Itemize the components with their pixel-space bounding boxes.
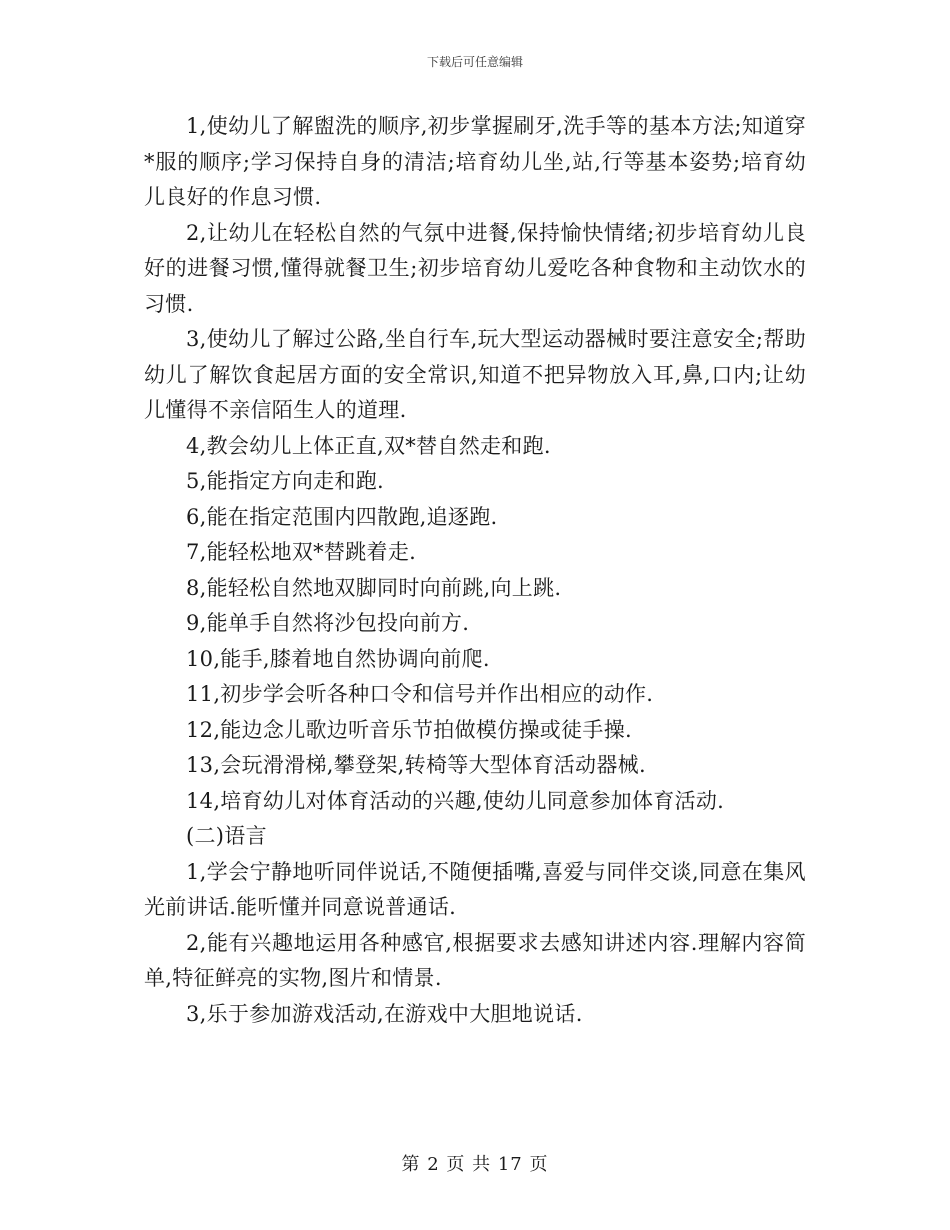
paragraph: 6,能在指定范围内四散跑,追逐跑. xyxy=(186,504,498,529)
paragraph: 4,教会幼儿上体正直,双*替自然走和跑. xyxy=(186,433,551,458)
paragraph: 9,能单手自然将沙包投向前方. xyxy=(186,611,470,635)
paragraph: 3,使幼儿了解过公路,坐自行车,玩大型运动器械时要注意安全;帮助幼儿了解饮食起居方面的安全常识,知道不把异物放入耳,鼻,口内;让幼儿懂得不亲信陌生人的道理. xyxy=(144,327,806,422)
paragraph: 7,能轻松地双*替跳着走. xyxy=(186,540,417,564)
paragraph: 1,使幼儿了解盥洗的顺序,初步掌握刷牙,洗手等的基本方法;知道穿*服的顺序;学习保持自身的清洁;培育幼儿坐,站,行等基本姿势;培育幼儿良好的作息习惯. xyxy=(144,114,806,209)
page-header-note: 下载后可任意编辑 xyxy=(426,55,523,69)
page-number: 第 2 页 共 17 页 xyxy=(401,1154,549,1175)
section-heading: (二)语言 xyxy=(186,824,267,848)
paragraph: 8,能轻松自然地双脚同时向前跳,向上跳. xyxy=(186,575,562,600)
paragraph: 2,能有兴趣地运用各种感官,根据要求去感知讲述内容.理解内容简单,特征鲜亮的实物,图片和情景. xyxy=(144,930,806,990)
paragraph: 13,会玩滑滑梯,攀登架,转椅等大型体育活动器械. xyxy=(186,753,646,777)
paragraph: 1,学会宁静地听同伴说话,不随便插嘴,喜爱与同伴交谈,同意在集风光前讲话.能听懂并同意说普通话. xyxy=(144,859,806,919)
paragraph: 2,让幼儿在轻松自然的气氛中进餐,保持愉快情绪;初步培育幼儿良好的进餐习惯,懂得就餐卫生;初步培育幼儿爱吃各种食物和主动饮水的习惯. xyxy=(144,220,806,316)
paragraph: 12,能边念儿歌边听音乐节拍做模仿操或徒手操. xyxy=(186,717,632,742)
document-body xyxy=(144,109,806,1032)
paragraph: 3,乐于参加游戏活动,在游戏中大胆地说话. xyxy=(186,1001,583,1026)
paragraph: 5,能指定方向走和跑. xyxy=(186,469,385,493)
paragraph: 10,能手,膝着地自然协调向前爬. xyxy=(186,646,490,671)
paragraph: 14,培育幼儿对体育活动的兴趣,使幼儿同意参加体育活动. xyxy=(186,788,725,813)
paragraph: 11,初步学会听各种口令和信号并作出相应的动作. xyxy=(186,682,654,706)
